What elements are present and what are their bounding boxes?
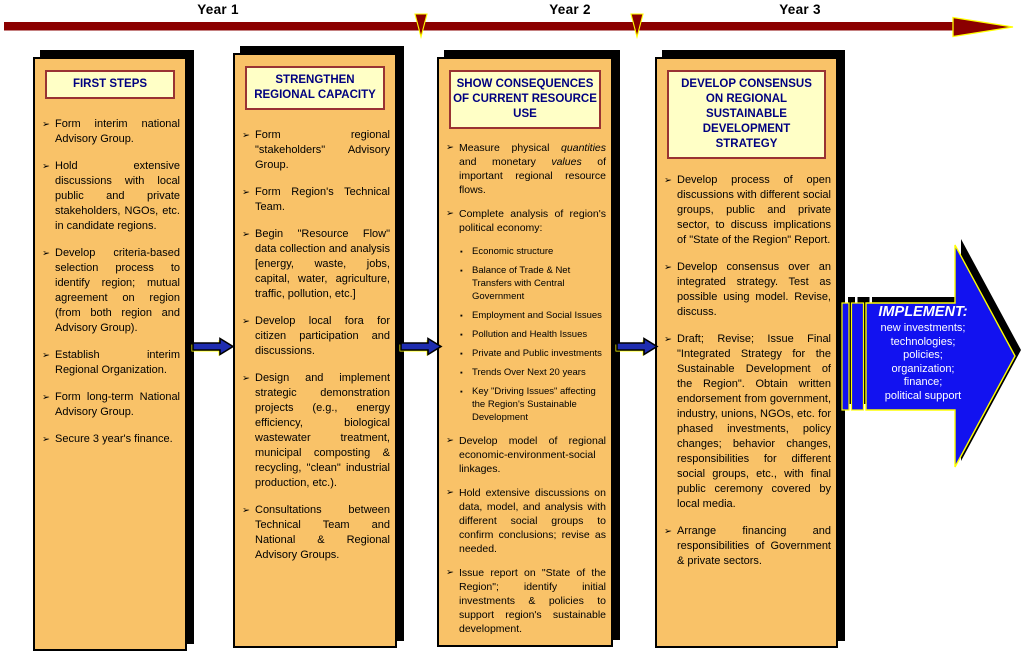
sub-bullet-text: Pollution and Health Issues	[472, 329, 588, 340]
arrow-bullet-icon: ➢	[446, 142, 454, 153]
timeline-year-label: Year 1	[197, 2, 239, 17]
sub-bullet-list	[460, 245, 604, 424]
bullet-item	[42, 159, 180, 234]
timeline-bar	[4, 22, 953, 31]
bullet-item	[242, 128, 390, 173]
bullet-item	[242, 503, 390, 563]
arrow-bullet-icon: ➢	[446, 567, 454, 578]
arrow-bullet-icon: ➢	[42, 248, 50, 259]
bullet-item	[242, 314, 390, 359]
bullet-item	[446, 207, 606, 235]
panel-show-consequences	[437, 57, 613, 647]
implement-item: finance;	[903, 376, 943, 388]
bullet-text: Form Region's Technical Team.	[255, 186, 390, 213]
arrow-bullet-icon: ➢	[664, 175, 672, 186]
arrow-bullet-icon: ➢	[242, 187, 250, 198]
implement-item: political support	[884, 389, 962, 402]
bullet-item	[446, 141, 606, 197]
bullet-item	[42, 432, 180, 447]
sub-bullet-item	[460, 347, 604, 360]
timeline-arrowhead-icon	[953, 18, 1013, 37]
bullet-item	[446, 486, 606, 556]
arrow-bullet-icon: ➢	[664, 526, 672, 537]
bullet-item	[664, 173, 831, 248]
bullet-item	[446, 434, 606, 476]
bullet-text: Form long-term National Advisory Group.	[55, 391, 180, 418]
panel-title: STRENGTHEN REGIONAL CAPACITY	[245, 66, 385, 110]
implement-item: organization;	[891, 362, 955, 375]
bullet-text-part: Measure physical	[459, 142, 562, 154]
bullet-text: Arrange financing and responsibilities of Government & private sectors.	[677, 525, 831, 567]
bullet-item	[242, 371, 390, 491]
implement-heading: IMPLEMENT:	[878, 304, 968, 320]
bullet-text: Form regional "stakeholders" Advisory Group.	[255, 129, 390, 171]
bullet-text-part: of important regional resource flows.	[459, 156, 606, 196]
bullet-text: Secure 3 year's finance.	[55, 433, 173, 445]
bullet-item	[664, 260, 831, 320]
panel-title: SHOW CONSEQUENCES OF CURRENT RESOURCE USE	[449, 70, 601, 129]
arrow-bullet-icon: ➢	[42, 119, 50, 130]
bullet-item	[42, 117, 180, 147]
square-bullet-icon: ▪	[460, 311, 463, 320]
square-bullet-icon: ▪	[460, 368, 463, 377]
square-bullet-icon: ▪	[460, 330, 463, 339]
bullet-item	[42, 348, 180, 378]
implement-item: technologies;	[890, 335, 956, 348]
arrow-bullet-icon: ➢	[42, 434, 50, 445]
sub-bullet-text: Private and Public investments	[472, 348, 602, 359]
bullet-item	[42, 390, 180, 420]
bullet-text-italic: quantities	[561, 142, 606, 154]
bullet-text: Issue report on "State of the Region"; identify initial investments & policies to support region's sustainable development.	[459, 567, 606, 635]
bullet-text: Draft; Revise; Issue Final "Integrated Strategy for the Sustainable Development of the Region". Obtain written endorsement from government, industry, unions, NGOs, etc. for phased investments, policy changes; behavior changes, responsibilities for different social groups, etc., with final public ceremony covered by local media.	[677, 333, 831, 510]
sub-bullet-text: Trends Over Next 20 years	[472, 367, 586, 378]
bullet-text: Complete analysis of region's political economy:	[459, 208, 606, 234]
bullet-item	[664, 332, 831, 512]
bullet-text: Develop local fora for citizen participation and discussions.	[255, 315, 390, 357]
bullet-text: Form interim national Advisory Group.	[55, 118, 180, 145]
bullet-text: Develop model of regional economic-environment-social linkages.	[459, 435, 606, 475]
sub-bullet-text: Employment and Social Issues	[472, 310, 602, 321]
square-bullet-icon: ▪	[460, 349, 463, 358]
bullet-list	[235, 128, 395, 563]
bullet-item	[242, 227, 390, 302]
arrow-bullet-icon: ➢	[664, 334, 672, 345]
implement-item: new investments;	[880, 322, 966, 334]
sub-bullet-text: Key "Driving Issues" affecting the Region's Sustainable Development	[472, 386, 596, 423]
arrow-bullet-icon: ➢	[42, 350, 50, 361]
connector-arrow-icon	[191, 336, 236, 358]
sub-bullet-item	[460, 385, 604, 424]
implement-stripe	[842, 303, 849, 410]
bullet-text: Develop process of open discussions with different social groups, public and private sector, to discuss implications of "State of the Region" Report.	[677, 174, 831, 246]
panel-title: DEVELOP CONSENSUS ON REGIONAL SUSTAINABLE DEVELOPMENT STRATEGY	[667, 70, 826, 159]
bullet-list	[35, 117, 185, 447]
arrow-bullet-icon: ➢	[42, 161, 50, 172]
bullet-text: Consultations between Technical Team and National & Regional Advisory Groups.	[255, 504, 390, 561]
panel-develop-consensus	[655, 57, 838, 648]
connector-arrow-icon	[615, 336, 660, 358]
bullet-text: Hold extensive discussions with local public and private stakeholders, NGOs, etc. in candidate regions.	[55, 160, 180, 232]
implement-arrow-label	[858, 304, 988, 403]
arrow-bullet-icon: ➢	[446, 208, 454, 219]
sub-bullet-item	[460, 309, 604, 322]
bullet-item	[42, 246, 180, 336]
bullet-list	[439, 141, 611, 636]
timeline-year-label: Year 2	[549, 2, 591, 17]
bullet-list	[657, 173, 836, 569]
square-bullet-icon: ▪	[460, 247, 463, 256]
sub-bullet-item	[460, 328, 604, 341]
implement-item: policies;	[903, 349, 943, 361]
bullet-text: Hold extensive discussions on data, model, and analysis with different social groups to confirm conclusions; revise as needed.	[459, 487, 606, 555]
arrow-bullet-icon: ➢	[446, 487, 454, 498]
sub-bullet-text: Balance of Trade & Net Transfers with Central Government	[472, 265, 571, 302]
arrow-bullet-icon: ➢	[242, 373, 250, 384]
timeline-year-label: Year 3	[779, 2, 821, 17]
bullet-item	[446, 566, 606, 636]
sub-bullet-text: Economic structure	[472, 246, 554, 257]
bullet-text: Develop criteria-based selection process to identify region; mutual agreement on region (from both region and Advisory Group).	[55, 247, 180, 334]
panel-title: FIRST STEPS	[45, 70, 175, 99]
sub-bullet-item	[460, 366, 604, 379]
arrow-bullet-icon: ➢	[42, 392, 50, 403]
bullet-text-italic: values	[551, 156, 582, 168]
arrow-bullet-icon: ➢	[242, 229, 250, 240]
connector-arrow-icon	[399, 336, 444, 358]
bullet-text	[459, 141, 606, 197]
panel-strengthen-regional-capacity	[233, 53, 397, 648]
square-bullet-icon: ▪	[460, 387, 463, 396]
arrow-bullet-icon: ➢	[242, 505, 250, 516]
bullet-text: Design and implement strategic demonstration projects (e.g., energy efficiency, biological wastewater treatment, municipal composting & recycling, "clean" industrial production, etc.).	[255, 372, 390, 489]
bullet-text: Establish interim Regional Organization.	[55, 349, 180, 376]
bullet-text: Develop consensus over an integrated strategy. Test as possible using model. Revise, discuss.	[677, 261, 831, 318]
arrow-bullet-icon: ➢	[446, 435, 454, 446]
bullet-item	[664, 524, 831, 569]
arrow-bullet-icon: ➢	[242, 316, 250, 327]
sub-bullet-item	[460, 264, 604, 303]
timeline	[0, 0, 1021, 46]
arrow-bullet-icon: ➢	[242, 130, 250, 141]
bullet-text-part: and monetary	[459, 156, 552, 168]
arrow-bullet-icon: ➢	[664, 262, 672, 273]
bullet-text: Begin "Resource Flow" data collection and analysis [energy, waste, jobs, capital, water, agriculture, traffic, pollution, etc.]	[255, 228, 390, 300]
bullet-item	[242, 185, 390, 215]
panel-first-steps	[33, 57, 187, 651]
sub-bullet-item	[460, 245, 604, 258]
square-bullet-icon: ▪	[460, 266, 463, 275]
